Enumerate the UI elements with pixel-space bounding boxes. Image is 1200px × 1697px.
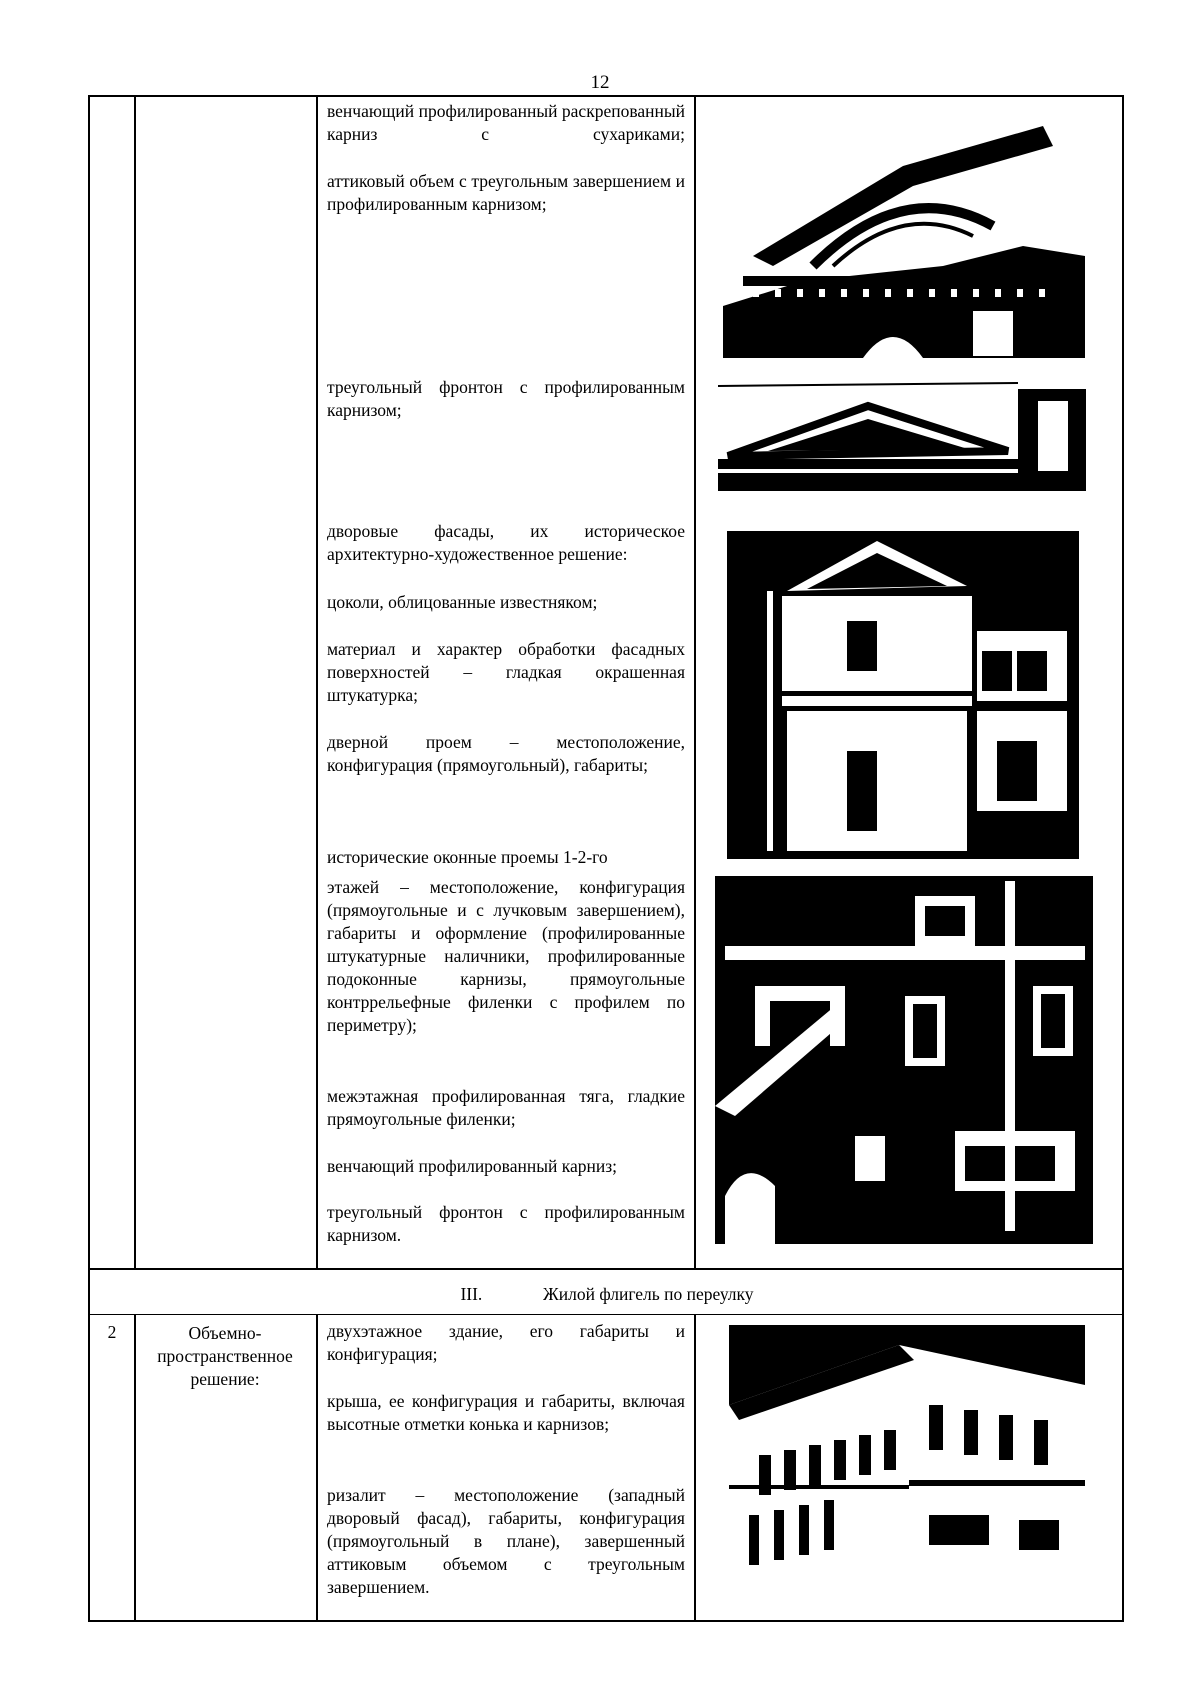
row-category: Объемно-пространственное решение: <box>157 1323 293 1389</box>
pediment-photo <box>718 381 1086 491</box>
door-opening-item: дверной проем – местоположение, конфигурация (прямоугольный), габариты; <box>327 732 685 775</box>
pediment-item: треугольный фронтон с профилированным карнизом; <box>327 377 685 420</box>
page-number: 12 <box>590 72 610 93</box>
section-heading <box>92 1284 1122 1305</box>
wing-building-photo <box>729 1325 1085 1605</box>
cornice-photo <box>723 106 1085 358</box>
belt-course-item: межэтажная профилированная тяга, гладкие прямоугольные филенки; <box>327 1086 685 1129</box>
plinth-item: цоколи, облицованные известняком; <box>327 592 598 612</box>
courtyard-windows-photo <box>715 876 1093 1244</box>
building-size-item: двухэтажное здание, его габариты и конфигурация; <box>327 1321 685 1364</box>
cornice-item: венчающий профилированный раскрепованный карниз с сухариками; <box>327 101 685 144</box>
courtyard-facades-item: дворовые фасады, их историческое архитектурно-художественное решение: <box>327 521 685 564</box>
facade-material-item: материал и характер обработки фасадных поверхностей – гладкая окрашенная штукатурка; <box>327 639 685 705</box>
attic-volume-item: аттиковый объем с треугольным завершением и профилированным карнизом; <box>327 171 685 214</box>
risalit-item: ризалит – местоположение (западный дворовый фасад), габариты, конфигурация (прямоугольный в плане), завершенный аттиковым объемом с треугольным завершением. <box>327 1485 685 1597</box>
crowning-cornice-item: венчающий профилированный карниз; <box>327 1156 617 1176</box>
roof-item: крыша, ее конфигурация и габариты, включая высотные отметки конька и карнизов; <box>327 1391 685 1434</box>
section-numeral: III. <box>460 1284 483 1304</box>
row-number: 2 <box>107 1322 117 1342</box>
windows-heading-item: исторические оконные проемы 1-2-го <box>327 847 608 867</box>
section-title-text: Жилой флигель по переулку <box>543 1284 754 1304</box>
windows-description-item: этажей – местоположение, конфигурация (прямоугольные и с лучковым завершением), габариты и оформление (профилированные штукатурные наличники, профилированные подоконные карнизы, прямоугольные контррельефные филенки с профилем по периметру); <box>327 877 685 1035</box>
courtyard-facade-photo <box>727 531 1079 859</box>
courtyard-pediment-item: треугольный фронтон с профилированным карнизом. <box>327 1202 685 1245</box>
